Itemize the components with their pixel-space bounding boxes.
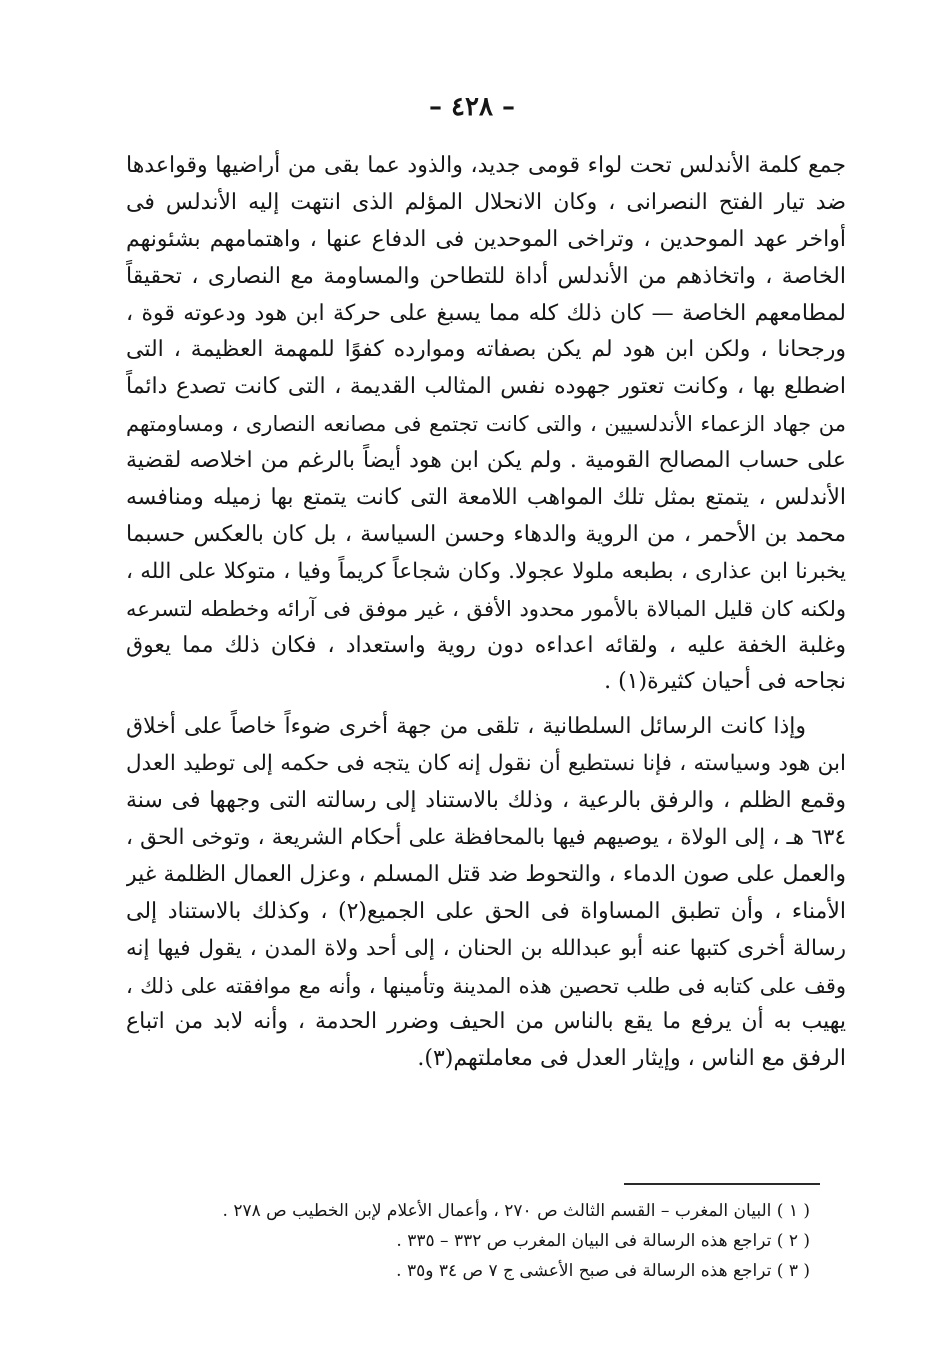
text-line: وغلبة الخفة عليه ، ولقائه اعداءه دون روية واستعداد ، فكان ذلك مما يعوق	[126, 632, 846, 658]
text-line: رسالة أخرى كتبها عنه أبو عبدالله بن الحنان ، إلى أحد ولاة المدن ، يقول فيها إنه	[126, 935, 846, 961]
footnote-2: ( ٢ ) تراجع هذه الرسالة فى البيان المغرب ص ٣٣٢ – ٣٣٥ .	[396, 1231, 810, 1251]
text-line: والعمل على صون الدماء ، والتحوط ضد قتل المسلم ، وعزل العمال الظلمة غير	[126, 861, 846, 887]
text-line: ابن هود وسياسته ، فإنا نستطيع أن نقول إنه كان يتجه فى حكمه إلى توطيد العدل	[126, 751, 846, 777]
text-line: الرفق مع الناس ، وإيثار العدل فى معاملتهم(٣).	[417, 1046, 846, 1072]
text-line: الخاصة ، واتخاذهم من الأندلس أداة للتطاحن والمساومة مع النصارى ، تحقيقاً	[126, 263, 846, 289]
text-line: ٦٣٤ هـ ، إلى الولاة ، يوصيهم فيها بالمحافظة على أحكام الشريعة ، وتوخى الحق ،	[126, 825, 846, 851]
text-line: لمطامعهم الخاصة — كان ذلك كله مما يسبغ على حركة ابن هود ودعوته قوة ،	[126, 300, 846, 326]
text-line: يهيب به أن يرفع ما يقع بالناس من الحيف وضرر الحدمة ، وأنه لابد من اتباع	[126, 1009, 846, 1035]
text-line: جمع كلمة الأندلس تحت لواء قومى جديد، والذود عما بقى من أراضيها وقواعدها	[126, 153, 846, 178]
text-line: اضطلع بها ، وكانت تعتور جهوده نفس المثالب القديمة ، التى كانت تصدع دائماً	[126, 374, 846, 400]
footnote-1: ( ١ ) البيان المغرب – القسم الثالث ص ٢٧٠ ، وأعمال الأعلام لإبن الخطيب ص ٢٧٨ .	[222, 1201, 810, 1221]
text-line: وقف على كتابه فى طلب تحصين هذه المدينة وتأمينها ، وأنه مع موافقته على ذلك ،	[126, 973, 846, 998]
footnotes	[130, 1196, 810, 1286]
paragraph-1	[126, 148, 846, 701]
text-line: أواخر عهد الموحدين ، وتراخى الموحدين فى الدفاع عنها ، واهتمامهم بشئونهم	[126, 226, 846, 252]
text-line: على حساب المصالح القومية . ولم يكن ابن هود أيضاً بالرغم من اخلاصه لقضية	[126, 448, 846, 474]
footnote-divider	[624, 1183, 820, 1185]
text-line: الأمناء ، وأن تطبق المساواة فى الحق على الجميع(٢) ، وكذلك بالاستناد إلى	[126, 898, 846, 924]
paragraph-gap	[126, 701, 846, 709]
footnote-3: ( ٣ ) تراجع هذه الرسالة فى صبح الأعشى ج ٧ ص ٣٤ و٣٥ .	[396, 1261, 810, 1281]
text-line: وقمع الظلم ، والرفق بالرعية ، وذلك بالاستناد إلى رسالته التى وجهها فى سنة	[126, 788, 846, 814]
text-line: نجاحه فى أحيان كثيرة(١) .	[604, 669, 846, 695]
text-line: ورجحانا ، ولكن ابن هود لم يكن بصفاته وموارده كفوًا للمهمة العظيمة ، التى	[126, 337, 846, 363]
text-line: الأندلس ، يتمتع بمثل تلك المواهب اللامعة التى كانت يتمتع بها زميله ومنافسه	[126, 485, 846, 511]
paragraph-2	[126, 709, 846, 1078]
page-number: – ٤٢٨ –	[428, 92, 516, 122]
text-line: يخبرنا ابن عذارى ، بطبعه ملولا عجولا. وكان شجاعاً كريماً وفيا ، متوكلا على الله ،	[126, 558, 846, 584]
text-line: ضد تيار الفتح النصرانى ، وكان الانحلال المؤلم الذى انتهت إليه الأندلس فى	[126, 189, 846, 215]
text-line: من جهاد الزعماء الأندلسيين ، والتى كانت تجتمع فى مصانعه النصارى ، ومساومتهم	[126, 412, 846, 437]
body-text	[126, 148, 846, 1078]
text-line: محمد بن الأحمر ، من الروية والدهاء وحسن السياسة ، بل كان بالعكس حسبما	[126, 521, 846, 547]
text-line: وإذا كانت الرسائل السلطانية ، تلقى من جهة أخرى ضوءاً خاصاً على أخلاق	[126, 714, 806, 740]
text-line: ولكنه كان قليل المبالاة بالأمور محدود الأفق ، غير موفق فى آرائه وخططه لتسرعه	[126, 596, 846, 621]
